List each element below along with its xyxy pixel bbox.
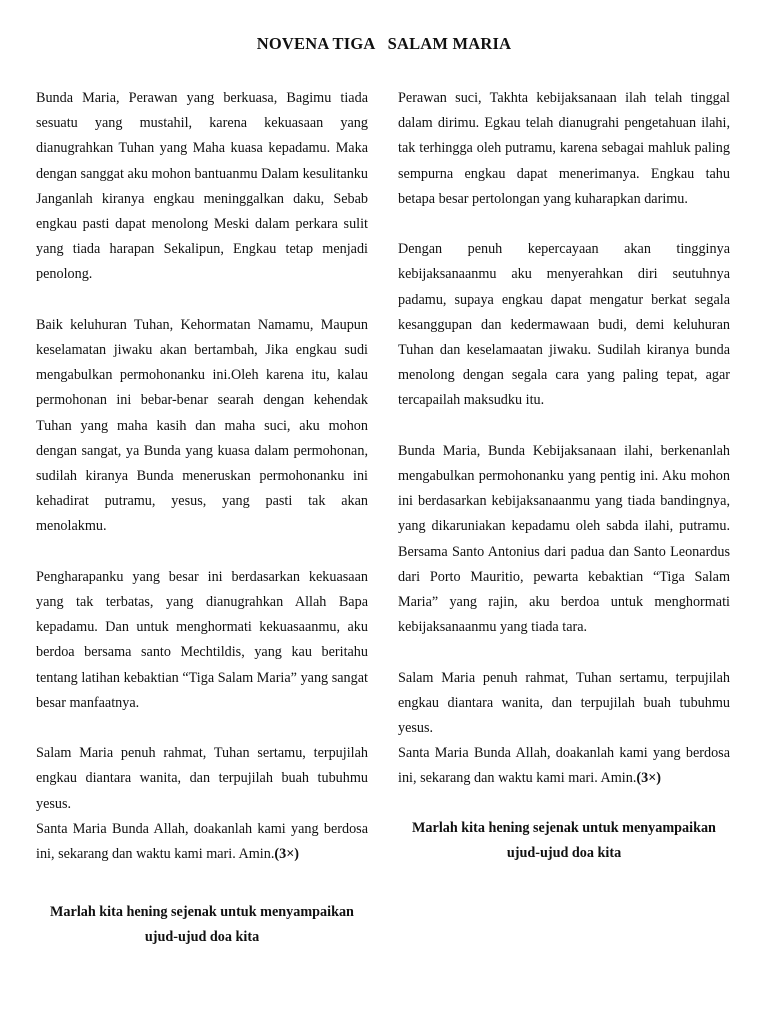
paragraph-wisdom: Bunda Maria, Bunda Kebijaksanaan ilahi, berkenanlah mengabulkan permohonanku yang pentig ini. Aku mohon ini berdasarkan kebijaksanaanmu yang tiada bandingnya, yang dikaruniakan kepadamu oleh sabda ilahi, putramu. Bersama Santo Antonius dari padua dan Santo Leonardus dari Porto Mauritio, pewarta kebaktian “Tiga Salam Maria” yang rajin, aku berdoa untuk menghormati kebijaksanaanmu yang tiada tara. xyxy=(398,442,730,636)
repeat-count: (3×) xyxy=(636,770,662,787)
paragraph-holy-mary xyxy=(36,817,368,867)
paragraph-hail-mary: Salam Maria penuh rahmat, Tuhan sertamu, terpujilah engkau diantara wanita, dan terpujilah buah tubuhmu yesus. xyxy=(36,745,368,812)
repeat-count: (3×) xyxy=(274,846,300,863)
paragraph-holy-virgin: Perawan suci, Takhta kebijaksanaan ilah telah tinggal dalam dirimu. Egkau telah dianugrahi pengetahuan ilahi, tak terhingga oleh putramu, karena sebagai mahluk paling sempurna engkau dapat menerimanya. Engkau tahu betapa besar pertolongan yang kuharapkan darimu. xyxy=(398,90,730,207)
closing-instruction: Marlah kita hening sejenak untuk menyampaikan ujud-ujud doa kita xyxy=(50,904,354,946)
paragraph-hail-mary: Salam Maria penuh rahmat, Tuhan sertamu, terpujilah engkau diantara wanita, dan terpujilah buah tubuhmu yesus. xyxy=(398,669,730,737)
paragraph-invocation: Bunda Maria, Perawan yang berkuasa, Bagimu tiada sesuatu yang mustahil, karena kekuasaan yang dianugrahkan Tuhan yang Maha kuasa kepadamu. Maka dengan sanggat aku mohon bantuanmu Dalam kesulitanku Janganlah kiranya engkau meninggalkan daku, Sebab engkau pasti dapat menolong Meski dalam perkara sulit yang tiada harapan Sekalipun, Engkau tetap menjadi penolong. xyxy=(36,90,368,283)
holy-mary-text: Santa Maria Bunda Allah, doakanlah kami yang berdosa ini, sekarang dan waktu kami mari. Amin. xyxy=(36,820,368,863)
page-title: NOVENA TIGA SALAM MARIA xyxy=(256,34,512,53)
paragraph-trust: Dengan penuh kepercayaan akan tingginya kebijaksanaanmu aku menyerahkan diri seutuhnya padamu, supaya engkau dapat mengatur berkat segala kesanggupan dan kedermawaan budi, demi keluhuran Tuhan dan keselamaatan jiwaku. Sudilah kiranya bunda menolong dengan segala cara yang paling tepat, agar tercapailah maksudku itu. xyxy=(398,241,730,409)
closing-instruction: Marlah kita hening sejenak untuk menyampaikan ujud-ujud doa kita xyxy=(412,819,716,861)
paragraph-holy-mary xyxy=(398,741,730,791)
right-column xyxy=(398,86,730,866)
holy-mary-text: Santa Maria Bunda Allah, doakanlah kami yang berdosa ini, sekarang dan waktu kami mari. Amin. xyxy=(398,745,730,787)
paragraph-petition: Baik keluhuran Tuhan, Kehormatan Namamu, Maupun keselamatan jiwaku akan bertambah, Jika engkau sudi mengabulkan permohonanku ini.Oleh karena itu, kalau permohonan ini bebar-benar searah dengan kehendak Tuhan yang maha kasih dan maha suci, aku mohon dengan sangat, ya Bunda yang kuasa dalam permohonan, sudilah kiranya Bunda meneruskan permohonanku ini kehadirat putramu, yesus, yang pasti tak akan menolakmu. xyxy=(36,316,368,535)
paragraph-hope: Pengharapanku yang besar ini berdasarkan kekuasaan yang tak terbatas, yang dianugrahkan Allah Bapa kepadamu. Dan untuk menghormati kekuasaanmu, aku berdoa bersama santo Mechtildis, yang kau beritahu tentang latihan kebaktian “Tiga Salam Maria” yang sangat besar manfaatnya. xyxy=(36,568,368,711)
left-column xyxy=(36,86,368,951)
